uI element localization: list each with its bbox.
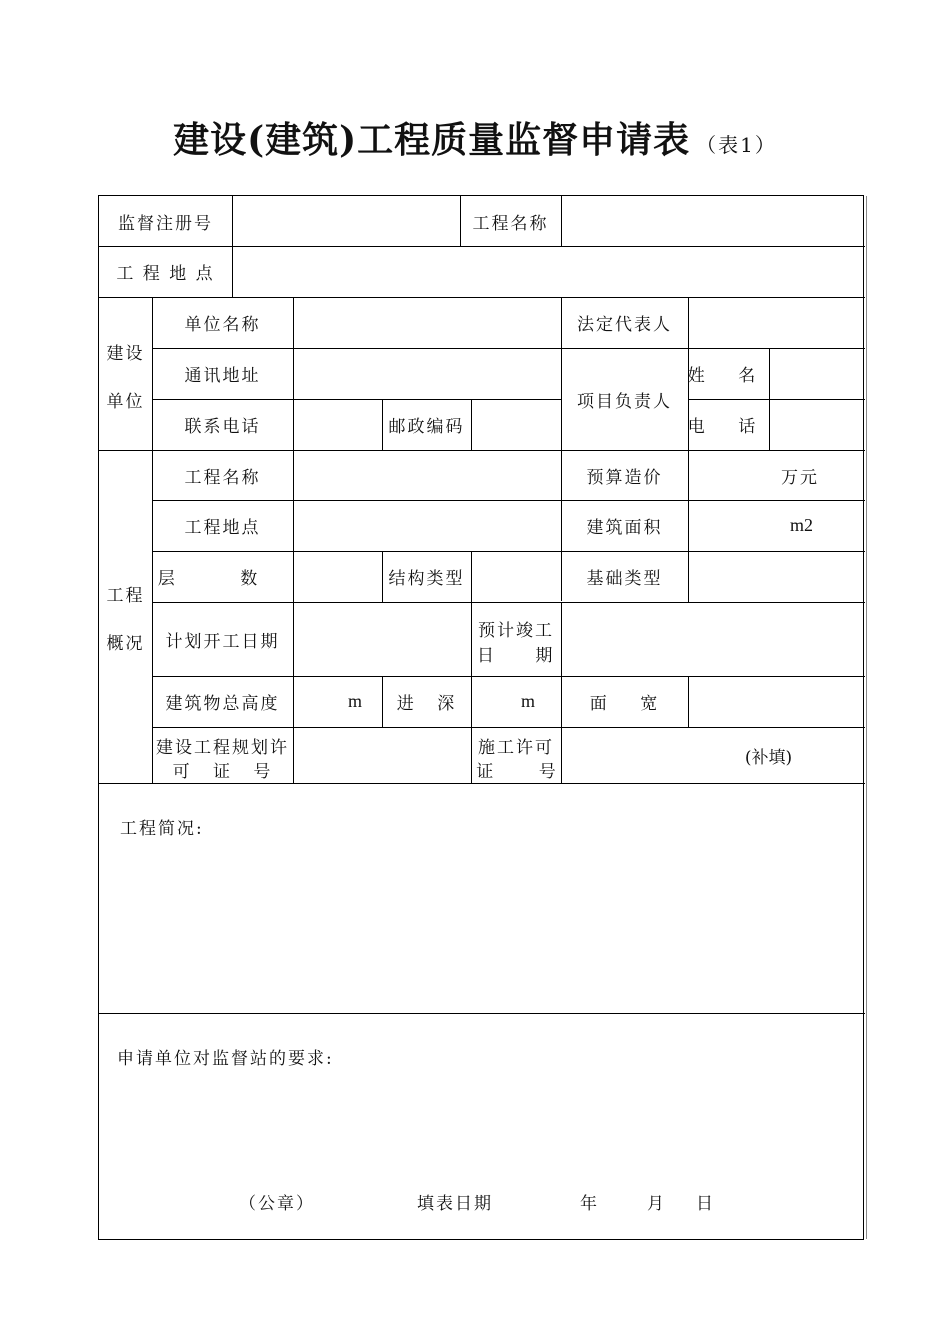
application-form-table [98, 195, 864, 1240]
leader-name-field[interactable] [770, 348, 865, 399]
depth-unit: m [520, 691, 535, 711]
project-name-label-top: 工程名称 [472, 213, 549, 234]
depth-label: 进 深 [396, 694, 457, 714]
year-label: 年 [580, 1194, 599, 1214]
construction-permit-label-2: 证 号 [476, 761, 556, 782]
ov-location-label: 工程地点 [184, 518, 261, 538]
ov-project-name-field[interactable] [294, 450, 561, 500]
request-label: 申请单位对监督站的要求: [117, 1049, 334, 1069]
construction-permit-field[interactable] [562, 727, 865, 783]
leader-tel-field[interactable] [770, 399, 865, 450]
supervision-reg-no-label: 监督注册号 [118, 213, 213, 234]
project-leader-label: 项目负责人 [577, 391, 672, 412]
supplement-note: (补填) [744, 747, 793, 768]
planning-permit-label-2: 可 证 号 [172, 761, 273, 782]
project-location-field-top[interactable] [233, 246, 865, 297]
depth-field[interactable] [472, 676, 561, 727]
structure-type-label: 结构类型 [388, 569, 465, 589]
phone-field[interactable] [294, 399, 382, 450]
address-label: 通讯地址 [184, 366, 261, 386]
height-unit: m [347, 691, 362, 711]
structure-type-field[interactable] [472, 551, 561, 602]
project-location-label-top: 工 程 地 点 [116, 264, 215, 284]
builder-group-label-2: 单位 [106, 391, 145, 412]
page-title [0, 112, 950, 163]
legal-rep-field[interactable] [689, 297, 865, 348]
project-summary-label: 工程简况: [120, 819, 204, 839]
width-field[interactable] [689, 676, 865, 727]
supervision-reg-no-field[interactable] [233, 196, 460, 246]
ov-project-name-label: 工程名称 [184, 467, 261, 488]
budget-unit: 万元 [781, 467, 819, 488]
budget-label: 预算造价 [586, 467, 663, 488]
unit-name-label: 单位名称 [184, 315, 261, 335]
foundation-type-field[interactable] [689, 551, 865, 602]
floors-field[interactable] [294, 551, 382, 602]
ov-location-field[interactable] [294, 500, 561, 551]
budget-field[interactable] [689, 450, 865, 500]
seal-label: （公章） [239, 1194, 315, 1214]
planned-start-label: 计划开工日期 [165, 631, 280, 652]
overview-group-label-2: 概况 [106, 633, 145, 654]
floor-area-unit: m2 [789, 515, 813, 535]
title-suffix: （表1） [696, 133, 777, 157]
fill-date-label: 填表日期 [417, 1194, 493, 1214]
foundation-type-label: 基础类型 [586, 569, 663, 589]
address-field[interactable] [294, 348, 561, 399]
planning-permit-label-1: 建设工程规划许 [156, 737, 289, 758]
planned-start-field[interactable] [294, 602, 471, 676]
floor-area-label: 建筑面积 [586, 518, 663, 538]
building-height-field[interactable] [294, 676, 382, 727]
completion-label-1: 预计竣工 [478, 620, 554, 641]
builder-group-label-1: 建设 [106, 343, 145, 364]
title-main: 建设(建筑)工程质量监督申请表 [173, 119, 691, 161]
project-summary-area[interactable] [100, 846, 864, 1012]
legal-rep-label: 法定代表人 [577, 315, 672, 335]
project-name-field-top[interactable] [562, 196, 865, 246]
completion-label-2: 日 期 [477, 645, 553, 666]
leader-tel-label: 电 话 [687, 417, 770, 437]
month-label: 月 [647, 1194, 666, 1214]
day-label: 日 [696, 1194, 715, 1214]
leader-name-label: 姓 名 [687, 366, 770, 386]
unit-name-field[interactable] [294, 297, 561, 348]
completion-date-field[interactable] [562, 602, 865, 676]
overview-group-label-1: 工程 [106, 585, 145, 606]
postcode-field[interactable] [472, 399, 561, 450]
width-label: 面 宽 [589, 694, 660, 714]
planning-permit-field[interactable] [294, 727, 471, 783]
postcode-label: 邮政编码 [388, 417, 465, 437]
request-area[interactable] [100, 1076, 864, 1176]
floor-area-field[interactable] [689, 500, 865, 551]
phone-label: 联系电话 [184, 417, 261, 437]
construction-permit-label-1: 施工许可 [478, 737, 554, 758]
floors-label: 层 数 [157, 569, 288, 589]
building-height-label: 建筑物总高度 [165, 694, 280, 714]
